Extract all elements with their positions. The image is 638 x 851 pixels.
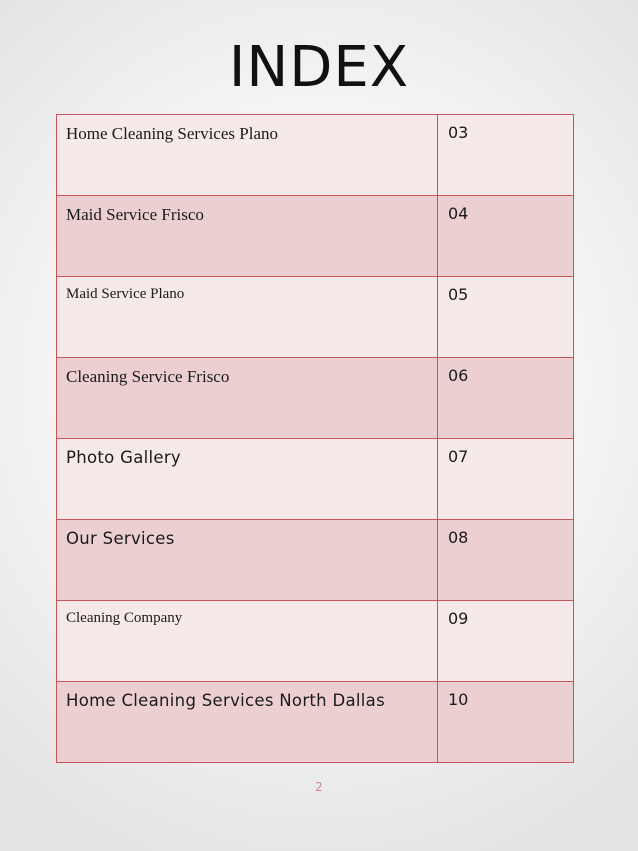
entry-label: Home Cleaning Services Plano bbox=[57, 115, 438, 196]
entry-page-number: 05 bbox=[438, 277, 574, 358]
table-row bbox=[57, 601, 574, 682]
entry-page-number: 06 bbox=[438, 358, 574, 439]
table-row bbox=[57, 520, 574, 601]
entry-page-number: 08 bbox=[438, 520, 574, 601]
table-row bbox=[57, 115, 574, 196]
slide-number: 2 bbox=[315, 780, 323, 794]
entry-page-number: 04 bbox=[438, 196, 574, 277]
entry-page-number: 09 bbox=[438, 601, 574, 682]
index-table bbox=[56, 114, 574, 763]
table-row bbox=[57, 682, 574, 763]
entry-label: Home Cleaning Services North Dallas bbox=[57, 682, 438, 763]
entry-page-number: 10 bbox=[438, 682, 574, 763]
entry-page-number: 03 bbox=[438, 115, 574, 196]
entry-page-number: 07 bbox=[438, 439, 574, 520]
table-row bbox=[57, 358, 574, 439]
entry-label: Photo Gallery bbox=[57, 439, 438, 520]
table-row bbox=[57, 196, 574, 277]
page-title: INDEX bbox=[228, 35, 410, 100]
table-row bbox=[57, 439, 574, 520]
entry-label: Cleaning Company bbox=[57, 601, 438, 682]
entry-label: Our Services bbox=[57, 520, 438, 601]
entry-label: Maid Service Plano bbox=[57, 277, 438, 358]
entry-label: Maid Service Frisco bbox=[57, 196, 438, 277]
entry-label: Cleaning Service Frisco bbox=[57, 358, 438, 439]
table-row bbox=[57, 277, 574, 358]
